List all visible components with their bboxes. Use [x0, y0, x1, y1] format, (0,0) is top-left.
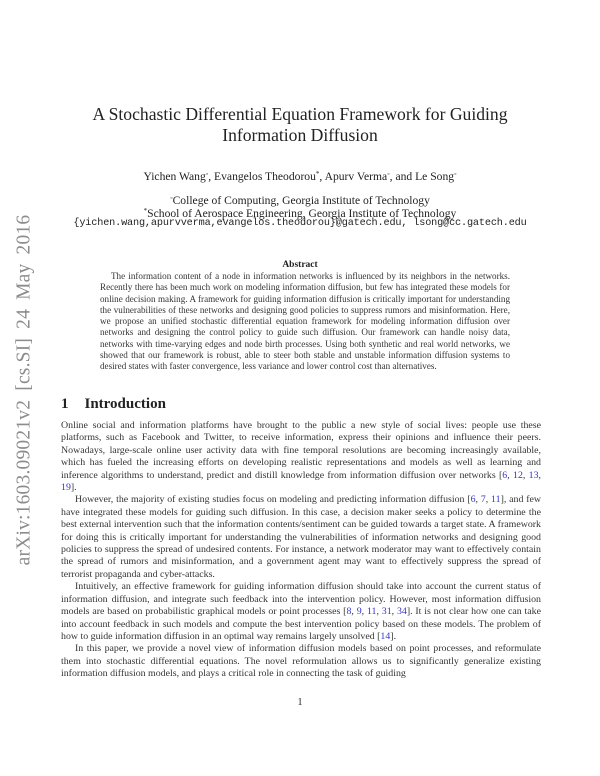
abstract-text: The information content of a node in information networks is influenced by its neighbors in the networks. Recently there has been much work on modeling information diffusion, but few has integrated these models for online decision making. A framework for guiding information diffusion is critically important for understanding the vulnerabilities of these networks and designing good policies to suppress rumors and misinformation. Here, we propose an unified stochastic differential equation framework for modeling information diffusion over networks and designing the control policy to guide such diffusion. Our framework can handle noisy data, networks with time-varying edges and node birth processes. Using both synthetic and real world networks, we showed that our framework is robust, able to steer both stable and unstable information diffusion systems to desired states with faster convergence, less variance and lower control cost than alternatives. [100, 271, 510, 372]
citation-link[interactable]: 7 [480, 494, 486, 506]
paper-title [60, 104, 540, 146]
affiliation: *School of Aerospace Engineering, Georgia Institute of Technology [143, 207, 457, 220]
citation-link[interactable]: 9 [356, 606, 362, 618]
author: Le Song◦ [415, 170, 457, 183]
citation-link[interactable]: 34 [396, 606, 407, 618]
title-line-2: Information Diffusion [222, 125, 378, 145]
paragraph: In this paper, we provide a novel view of information diffusion models based on point processes, and reformulate them into stochastic differential equations. The novel reformulation allows us to significantly generalize existing information diffusion models, and plays a critical role in connecting the task of guiding [61, 643, 541, 680]
citation-link[interactable]: 11 [491, 494, 501, 506]
author: Apurv Verma◦, and [324, 170, 416, 183]
citation-link[interactable]: 14 [380, 630, 391, 642]
paragraph: Online social and information platforms have brought to the public a new style of social lives: people use these platforms, such as Facebook and Twitter, to receive information, express their opinions and influence their peers. Nowadays, large-scale online user activity data with fine temporal resolutions are becoming increasingly available, which has fueled the increasing efforts on developing realistic representations and models as well as learning and inference algorithms to understand, predict and distill knowledge from information diffusion over networks [6, 12, 13, 19]. [61, 420, 542, 494]
citation-link[interactable]: 8 [346, 606, 352, 618]
author: Yichen Wang◦, [143, 170, 215, 183]
citation-link[interactable]: 12 [513, 469, 523, 481]
citation-link[interactable]: 11 [366, 606, 377, 618]
title-line-1: A Stochastic Differential Equation Framework for Guiding [92, 104, 508, 124]
arxiv-identifier-stamp [4, 200, 44, 580]
section-heading [61, 396, 166, 413]
affiliation: ◦College of Computing, Georgia Institute of Technology [170, 194, 430, 207]
citation-link[interactable]: 6 [502, 469, 508, 481]
page-number: 1 [297, 697, 303, 708]
citation-link[interactable]: 6 [470, 494, 476, 506]
paragraph: However, the majority of existing studies focus on modeling and predicting information diffusion [6, 7, 11], and few have integrated these models for guiding such diffusion. In this case, a decision maker seeks a policy to determine the best external intervention such that the information contents/sentiment can be guided towards a target state. A framework for doing this is critically important for understanding the vulnerabilities of information networks and designing good policies to suppress the spread of undesired contents. For instance, a network moderator may want to effectively contain the spread of rumors and misinformation, and a government agent may want to effectively suppress the spread of terrorist propaganda and cyber-attacks. [61, 494, 542, 580]
author-list [60, 170, 540, 183]
section-title: Introduction [84, 396, 166, 412]
section-number: 1 [61, 396, 69, 412]
author: Evangelos Theodorou*, [214, 170, 325, 183]
author-emails: {yichen.wang,apurvverma,evangelos.theodorou}@gatech.edu, lsong@cc.gatech.edu [73, 218, 527, 229]
citation-link[interactable]: 13 [528, 469, 539, 481]
abstract-heading: Abstract [282, 260, 318, 270]
arxiv-stamp-text: arXiv:1603.09021v2 [cs.SI] 24 May 2016 [13, 214, 35, 566]
citation-link[interactable]: 31 [381, 606, 392, 618]
citation-link[interactable]: 19 [61, 482, 71, 494]
introduction-body [61, 420, 541, 681]
paragraph: Intuitively, an effective framework for guiding information diffusion should take into account the current status of information diffusion, and integrate such feedback into the intervention policy. However, most information diffusion models are based on probabilistic graphical models or point processes [8, 9, 11, 31, 34]. It is not clear how one can take into account feedback in such models and compute the best intervention policy based on these models. The problem of how to guide information diffusion in an optimal way remains largely unsolved [14]. [61, 581, 542, 642]
